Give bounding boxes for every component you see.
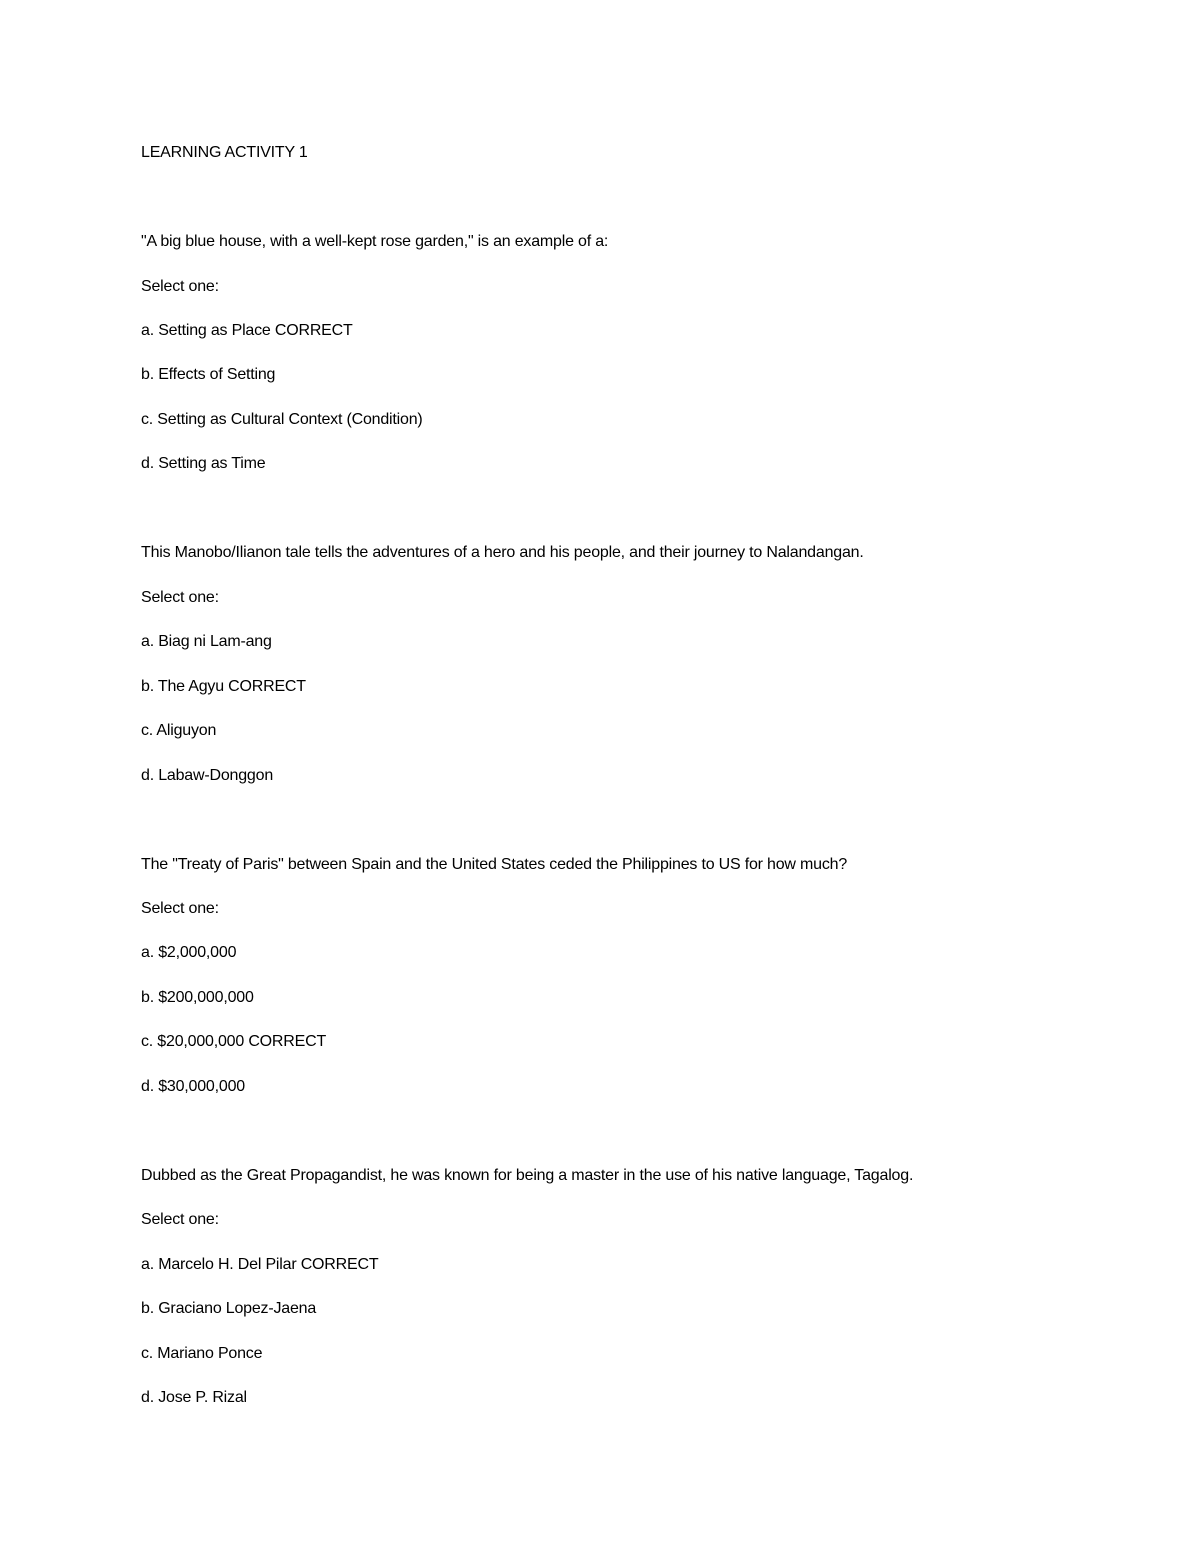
question-4-option-b: b. Graciano Lopez-Jaena [141,1300,317,1317]
question-2-select-label: Select one: [141,589,219,606]
question-3-option-a: a. $2,000,000 [141,944,237,961]
question-1-option-c: c. Setting as Cultural Context (Condition) [141,411,423,428]
page-title: LEARNING ACTIVITY 1 [141,144,308,161]
question-4-prompt: Dubbed as the Great Propagandist, he was known for being a master in the use of his native language, Tagalog. [141,1167,914,1184]
question-3-option-b: b. $200,000,000 [141,989,254,1006]
question-4-option-a: a. Marcelo H. Del Pilar CORRECT [141,1256,379,1273]
question-2-prompt: This Manobo/Ilianon tale tells the adventures of a hero and his people, and their journey to Nalandangan. [141,544,864,561]
question-3-prompt: The "Treaty of Paris" between Spain and the United States ceded the Philippines to US for how much? [141,856,848,873]
question-4-option-c: c. Mariano Ponce [141,1345,263,1362]
question-1-option-a: a. Setting as Place CORRECT [141,322,353,339]
question-3-option-d: d. $30,000,000 [141,1078,245,1095]
question-2-option-d: d. Labaw-Donggon [141,767,274,784]
question-1-prompt: "A big blue house, with a well-kept rose garden," is an example of a: [141,233,609,250]
question-2-option-a: a. Biag ni Lam-ang [141,633,272,650]
question-1-option-d: d. Setting as Time [141,455,266,472]
question-2-option-b: b. The Agyu CORRECT [141,678,306,695]
question-3-select-label: Select one: [141,900,219,917]
question-3-option-c: c. $20,000,000 CORRECT [141,1033,327,1050]
question-2-option-c: c. Aliguyon [141,722,217,739]
question-4-select-label: Select one: [141,1211,219,1228]
question-1-option-b: b. Effects of Setting [141,366,276,383]
question-1-select-label: Select one: [141,278,219,295]
question-4-option-d: d. Jose P. Rizal [141,1389,247,1406]
